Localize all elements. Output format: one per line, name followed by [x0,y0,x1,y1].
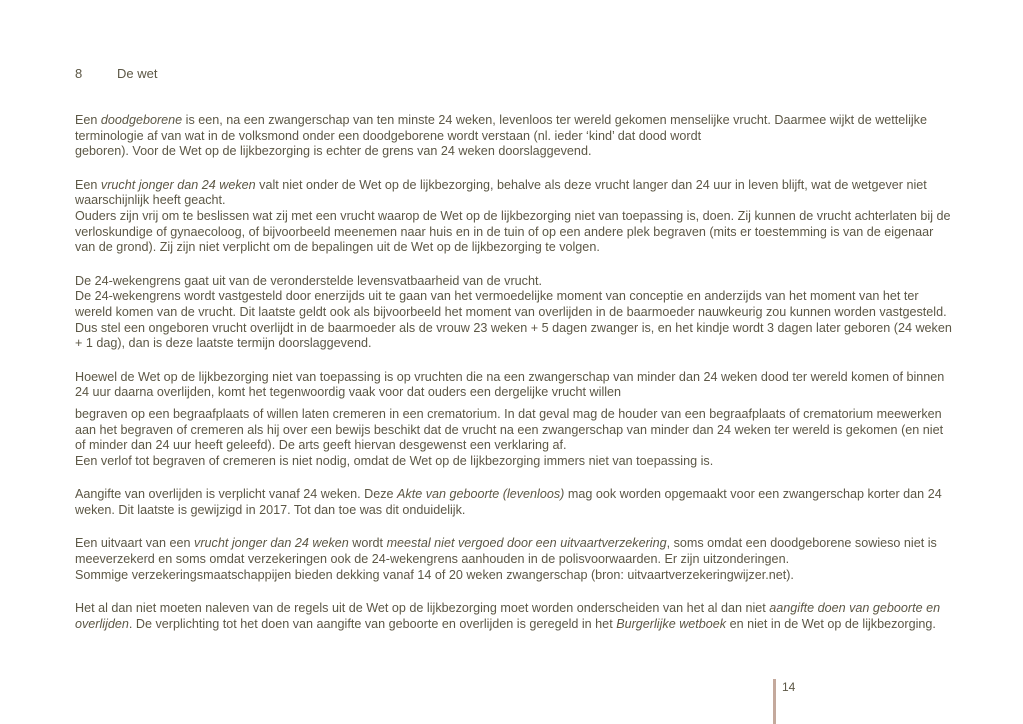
text-run: is een, na een zwangerschap van ten minste 24 weken, levenloos ter wereld gekomen menselijke vrucht. Daarmee wijkt de wettelijke terminologie af van wat in de volksmond onder een doodgeborene wordt verstaan (nl. ieder ‘kind’ dat dood wordt [75,113,927,143]
paragraph-doodgeborene [75,113,955,160]
text-run: Het al dan niet moeten naleven van de regels uit de Wet op de lijkbezorging moet worden onderscheiden van het al dan niet [75,601,770,616]
page-number: 14 [782,680,796,694]
emphasis-term: meestal niet vergoed door een uitvaartverzekering [386,536,667,551]
paragraph-uitvaart [75,536,955,583]
text-line: De 24-wekengrens wordt vastgesteld door enerzijds uit te gaan van het vermoedelijke moment van conceptie en anderzijds van het moment van het ter wereld komen van de vrucht. Dit laatste geldt ook als bijvoorbeeld het moment van overlijden in de baarmoeder nauwkeurig zou kunnen worden vastgesteld. Dus stel een ongeboren vrucht overlijdt in de baarmoeder als de vrouw 23 weken + 5 dagen zwanger is, en het kindje wordt 3 dagen later geboren (24 weken + 1 dag), dan is deze laatste termijn doorslaggevend. [75,289,952,351]
body-text [75,113,955,632]
text-run: , soms omdat een doodgeborene sowieso niet is meeverzekerd en soms omdat verzekeringen ook de 24-wekengrens aanhouden in de polisvoorwaarden. Er zijn uitzonderingen. [75,536,937,567]
text-line: begraven op een begraafplaats of willen laten cremeren in een crematorium. In dat geval mag de houder van een begraafplaats of crematorium meewerken aan het begraven of cremeren als hij over een bewijs beschikt dat de vrucht na een zwangerschap van minder dan 24 weken ter wereld is gekomen (en niet of minder dan 24 uur heeft geleefd). De arts geeft hiervan desgewenst een verklaring af. [75,406,944,453]
paragraph-hoewel [75,370,955,401]
text-run: Een [75,113,101,127]
text-run: valt niet onder de Wet op de lijkbezorging, behalve als deze vrucht langer dan 24 uur in leven blijft, wat de wetgever niet waarschijnlijk heeft geacht. [75,177,927,208]
emphasis-term: Burgerlijke wetboek [616,616,727,631]
text-run: mag ook worden opgemaakt voor een zwangerschap korter dan 24 weken. Dit laatste is gewijzigd in 2017. Tot dan toe was dit onduidelijk. [75,487,942,517]
emphasis-term: doodgeborene [100,113,183,127]
text-run: en niet in de Wet op de lijkbezorging. [726,616,936,631]
text-line: Ouders zijn vrij om te beslissen wat zij met een vrucht waarop de Wet op de lijkbezorging niet van toepassing is, doen. Zij kunnen de vrucht achterlaten bij de verloskundige of gynaecoloog, of bijvoorbeeld meenemen naar huis en in de tuin of op een andere plek begraven (mits er toestemming is van de eigenaar van de grond). Zij zijn niet verplicht om de bepalingen uit de Wet op de lijkbezorging te volgen. [75,208,951,255]
emphasis-term: aangifte doen van geboorte en overlijden [75,601,941,631]
emphasis-term: vrucht jonger dan 24 weken [194,536,349,551]
text-run: Aangifte van overlijden is verplicht vanaf 24 weken. Deze [75,487,398,502]
text-run: Hoewel de Wet op de lijkbezorging niet van toepassing is op vruchten die na een zwangerschap van minder dan 24 weken dood ter wereld komen of binnen 24 uur daarna overlijden, komt het tegenwoordig vaak voor dat ouders een dergelijke vrucht willen [75,369,945,400]
paragraph-naleven [75,601,955,632]
chapter-title: De wet [117,66,158,81]
footer-divider [773,679,776,724]
text-line: De 24-wekengrens gaat uit van de veronderstelde levensvatbaarheid van de vrucht. [75,273,542,288]
text-line: Sommige verzekeringsmaatschappijen bieden dekking vanaf 14 of 20 weken zwangerschap (bron: uitvaartverzekeringwijzer.net). [75,567,794,582]
text-run: Een uitvaart van een [75,536,195,551]
paragraph-24-wekengrens [75,274,955,352]
paragraph-aangifte [75,487,955,518]
text-line: geboren). Voor de Wet op de lijkbezorging is echter de grens van 24 weken doorslaggevend. [75,144,592,159]
emphasis-term: vrucht jonger dan 24 weken [100,177,256,192]
paragraph-begraven [75,407,955,469]
chapter-number: 8 [75,66,83,81]
text-run: . De verplichting tot het doen van aangifte van geboorte en overlijden is geregeld in het [128,616,617,631]
text-run: Een [75,177,101,192]
paragraph-vrucht-jonger [75,178,955,256]
emphasis-term: Akte van geboorte (levenloos) [397,487,565,502]
text-line: Een verlof tot begraven of cremeren is niet nodig, omdat de Wet op de lijkbezorging immers niet van toepassing is. [75,453,714,468]
text-run: wordt [348,536,387,551]
